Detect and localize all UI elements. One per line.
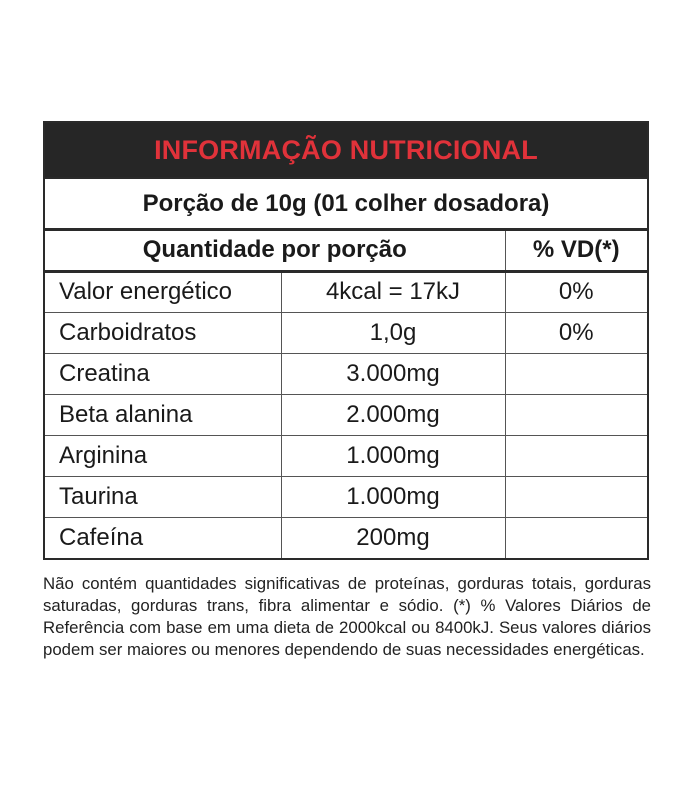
nutrient-name: Taurina xyxy=(45,476,281,517)
nutrition-facts-panel xyxy=(43,121,649,560)
table-row xyxy=(45,353,647,394)
nutrition-table xyxy=(45,231,647,558)
nutrient-amount: 2.000mg xyxy=(281,394,505,435)
nutrient-dv: 0% xyxy=(505,312,647,353)
nutrient-dv xyxy=(505,394,647,435)
table-row xyxy=(45,271,647,312)
table-row xyxy=(45,435,647,476)
footnote: Não contém quantidades significativas de proteínas, gorduras totais, gorduras saturadas, gorduras trans, fibra alimentar e sódio. (*) % Valores Diários de Referência com base em uma dieta de 2000kcal ou 8400kJ. Seus valores diários podem ser maiores ou menores dependendo de suas necessidades energéticas. xyxy=(43,574,651,659)
table-header-row xyxy=(45,231,647,271)
nutrient-dv xyxy=(505,517,647,558)
table-row xyxy=(45,476,647,517)
header-daily-value: % VD(*) xyxy=(505,231,647,271)
nutrient-amount: 1.000mg xyxy=(281,435,505,476)
nutrient-name: Beta alanina xyxy=(45,394,281,435)
table-row xyxy=(45,312,647,353)
nutrient-dv xyxy=(505,353,647,394)
nutrient-amount: 1.000mg xyxy=(281,476,505,517)
nutrient-name: Arginina xyxy=(45,435,281,476)
nutrient-amount: 1,0g xyxy=(281,312,505,353)
nutrient-dv xyxy=(505,476,647,517)
table-row xyxy=(45,517,647,558)
nutrient-name: Creatina xyxy=(45,353,281,394)
nutrient-amount: 3.000mg xyxy=(281,353,505,394)
table-row xyxy=(45,394,647,435)
nutrient-name: Cafeína xyxy=(45,517,281,558)
nutrient-dv: 0% xyxy=(505,271,647,312)
nutrient-dv xyxy=(505,435,647,476)
header-quantity: Quantidade por porção xyxy=(45,231,505,271)
nutrient-amount: 4kcal = 17kJ xyxy=(281,271,505,312)
nutrient-name: Carboidratos xyxy=(45,312,281,353)
nutrient-name: Valor energético xyxy=(45,271,281,312)
nutrient-amount: 200mg xyxy=(281,517,505,558)
nutrition-title: INFORMAÇÃO NUTRICIONAL xyxy=(45,123,647,179)
portion-size: Porção de 10g (01 colher dosadora) xyxy=(45,179,647,231)
